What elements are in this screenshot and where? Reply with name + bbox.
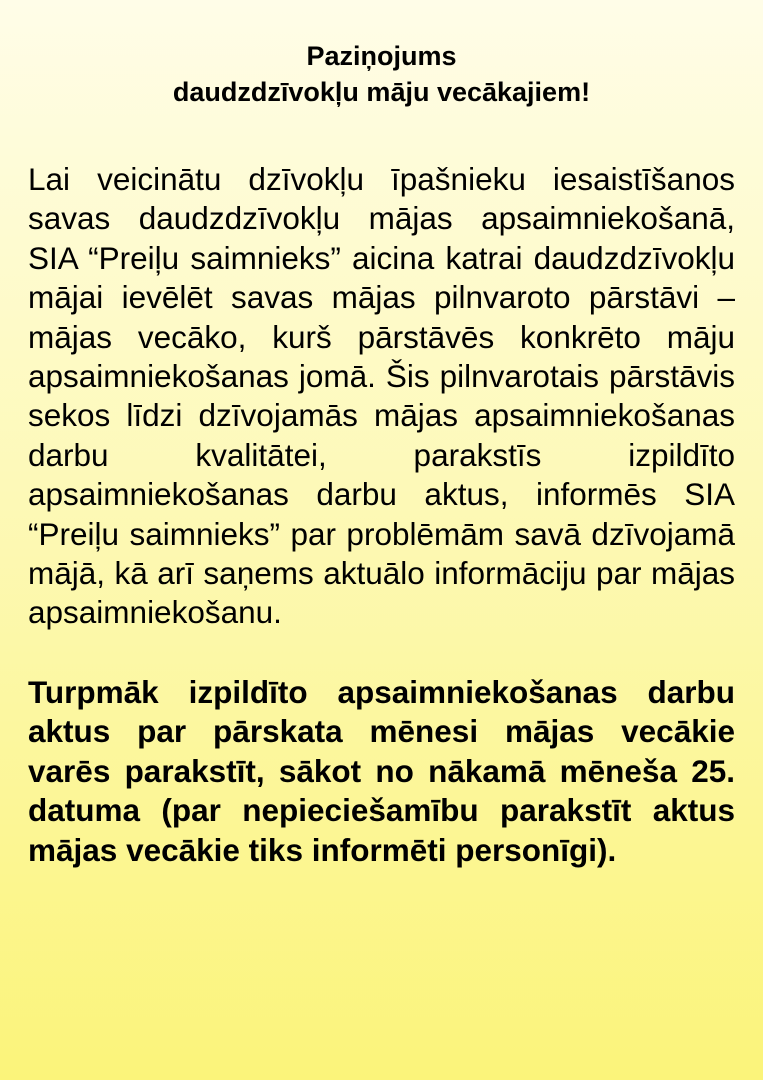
title-line-1: Paziņojums <box>306 41 457 71</box>
notice-title <box>28 38 735 110</box>
notice-paragraph-2: Turpmāk izpildīto apsaimniekošanas darbu aktus par pārskata mēnesi mājas vecākie varēs parakstīt, sākot no nākamā mēneša 25. datuma (par nepieciešamību parakstīt aktus mājas vecākie tiks informēti personīgi). <box>28 673 735 868</box>
notice-paragraph-1: Lai veicinātu dzīvokļu īpašnieku iesaistīšanos savas daudzdzīvokļu mājas apsaimniekošanā, SIA “Preiļu saimnieks” aicina katrai daudzdzīvokļu mājai ievēlēt savas mājas pilnvaroto pārstāvi – mājas vecāko, kurš pārstāvēs konkrēto māju apsaimniekošanas jomā. Šis pilnvarotais pārstāvis sekos līdzi dzīvojamās mājas apsaimniekošanas darbu kvalitātei, parakstīs izpildīto apsaimniekošanas darbu aktus, informēs SIA “Preiļu saimnieks” par problēmām savā dzīvojamā mājā, kā arī saņems aktuālo informāciju par mājas apsaimniekošanu. <box>28 161 735 631</box>
title-line-2: daudzdzīvokļu māju vecākajiem! <box>172 77 591 107</box>
